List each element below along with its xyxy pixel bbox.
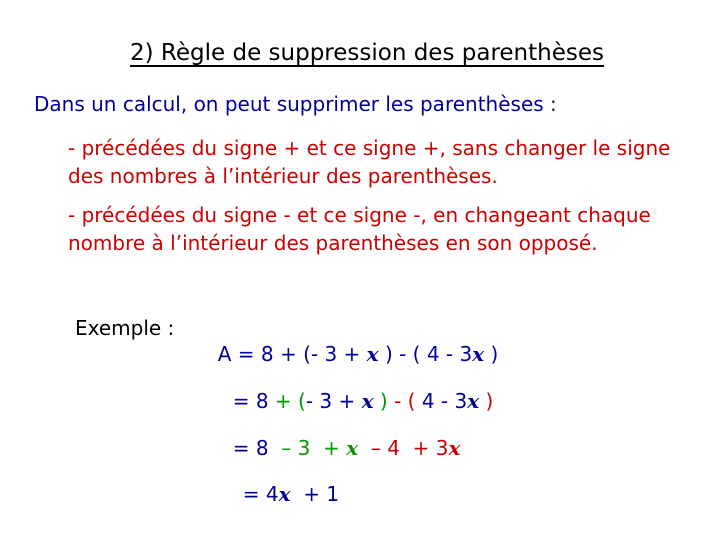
example-line-4 xyxy=(230,455,339,507)
variable-x: x xyxy=(278,482,291,506)
line3-b: – 3 + xyxy=(281,436,347,460)
line2-close-paren: ) xyxy=(373,389,395,413)
line1-mid: ) - ( 4 - 3 xyxy=(378,342,473,366)
variable-x: x xyxy=(467,389,480,413)
variable-x: x xyxy=(472,342,485,366)
line1-end: ) xyxy=(484,342,499,366)
variable-x: x xyxy=(361,389,374,413)
example-line-2 xyxy=(220,362,493,414)
variable-x: x xyxy=(346,436,359,460)
intro-text: Dans un calcul, on peut supprimer les parenthèses : xyxy=(34,92,557,116)
line4-a: = 4 xyxy=(242,482,279,506)
line1-start: A = 8 + (- 3 + xyxy=(217,342,367,366)
line2-f: 4 - 3 xyxy=(421,389,468,413)
example-line-3 xyxy=(220,409,460,461)
example-label: Exemple : xyxy=(75,316,175,340)
variable-x: x xyxy=(366,342,379,366)
variable-x: x xyxy=(448,436,461,460)
line2-a: = 8 xyxy=(232,389,275,413)
line2-close-paren-red: ) xyxy=(479,389,494,413)
rule-plus-text: - précédées du signe + et ce signe +, sans changer le signe des nombres à l’intérieur des parenthèses. xyxy=(68,136,671,188)
example-line-1 xyxy=(205,315,498,367)
line2-plus-paren: + ( xyxy=(274,389,306,413)
line4-b: + 1 xyxy=(290,482,340,506)
line2-c: - 3 + xyxy=(305,389,362,413)
line3-a: = 8 xyxy=(232,436,282,460)
line3-c: – 4 + 3 xyxy=(358,436,449,460)
rule-minus-text: - précédées du signe - et ce signe -, en changeant chaque nombre à l’intérieur des parenthèses en son opposé. xyxy=(68,203,651,255)
line2-minus-paren: - ( xyxy=(394,389,422,413)
section-title: 2) Règle de suppression des parenthèses xyxy=(130,40,604,66)
